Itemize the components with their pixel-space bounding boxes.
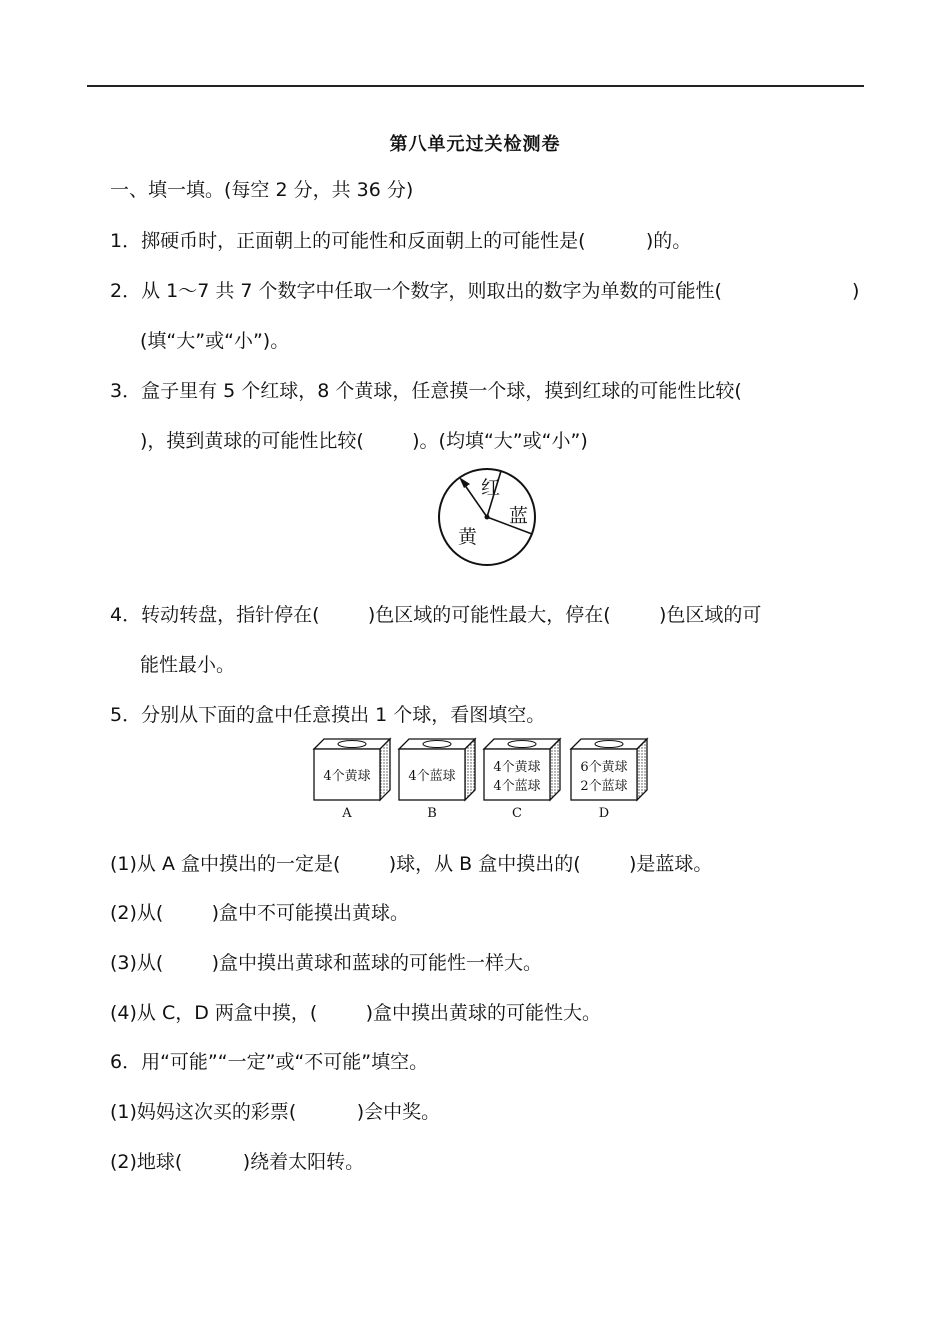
box-a-letter: A	[342, 806, 352, 821]
question-3-line-2: )，摸到黄球的可能性比较( )。(均填“大”或“小”)	[140, 430, 588, 452]
question-5-2: (2)从( )盒中不可能摸出黄球。	[110, 902, 410, 924]
spinner-figure	[433, 466, 543, 570]
question-6-1: (1)妈妈这次买的彩票( )会中奖。	[110, 1101, 441, 1123]
question-4-line-1: 4．转动转盘，指针停在( )色区域的可能性最大，停在( )色区域的可	[110, 604, 762, 626]
box-d-line-1: 6个黄球	[580, 760, 628, 775]
spinner-center	[485, 515, 490, 520]
spinner-label-yellow: 黄	[458, 526, 478, 548]
top-rule	[87, 85, 864, 87]
box-a	[314, 739, 390, 821]
box-b-letter: B	[427, 806, 437, 821]
question-5-3: (3)从( )盒中摸出黄球和蓝球的可能性一样大。	[110, 952, 543, 974]
box-c	[484, 739, 560, 821]
box-c-letter: C	[512, 806, 522, 821]
box-b-line-1: 4个蓝球	[408, 769, 456, 784]
box-c-line-1: 4个黄球	[493, 760, 541, 775]
question-5: 5．分别从下面的盒中任意摸出 1 个球，看图填空。	[110, 704, 546, 726]
box-c-line-2: 4个蓝球	[493, 779, 541, 794]
question-5-1: (1)从 A 盒中摸出的一定是( )球，从 B 盒中摸出的( )是蓝球。	[110, 853, 713, 875]
box-a-line-1: 4个黄球	[323, 769, 371, 784]
box-d	[571, 739, 647, 821]
spinner-label-red: 红	[481, 477, 501, 499]
question-4-line-2: 能性最小。	[140, 654, 236, 676]
question-2-line-1: 2．从 1～7 共 7 个数字中任取一个数字，则取出的数字为单数的可能性(	[110, 280, 722, 302]
question-5-4: (4)从 C，D 两盒中摸，( )盒中摸出黄球的可能性大。	[110, 1002, 602, 1024]
question-2-paren: )	[852, 280, 860, 302]
page-title: 第八单元过关检测卷	[389, 134, 561, 155]
box-b	[399, 739, 475, 821]
question-1: 1．掷硬币时，正面朝上的可能性和反面朝上的可能性是( )的。	[110, 230, 692, 252]
question-2-line-2: (填“大”或“小”)。	[140, 330, 290, 352]
box-d-line-2: 2个蓝球	[580, 779, 628, 794]
section-heading: 一、填一填。(每空 2 分，共 36 分)	[110, 179, 414, 201]
box-d-letter: D	[598, 806, 610, 821]
question-6-2: (2)地球( )绕着太阳转。	[110, 1151, 365, 1173]
question-6: 6．用“可能”“一定”或“不可能”填空。	[110, 1051, 429, 1073]
question-3-line-1: 3．盒子里有 5 个红球，8 个黄球，任意摸一个球，摸到红球的可能性比较(	[110, 380, 742, 402]
boxes-figure	[305, 732, 665, 824]
spinner-label-blue: 蓝	[509, 505, 529, 527]
